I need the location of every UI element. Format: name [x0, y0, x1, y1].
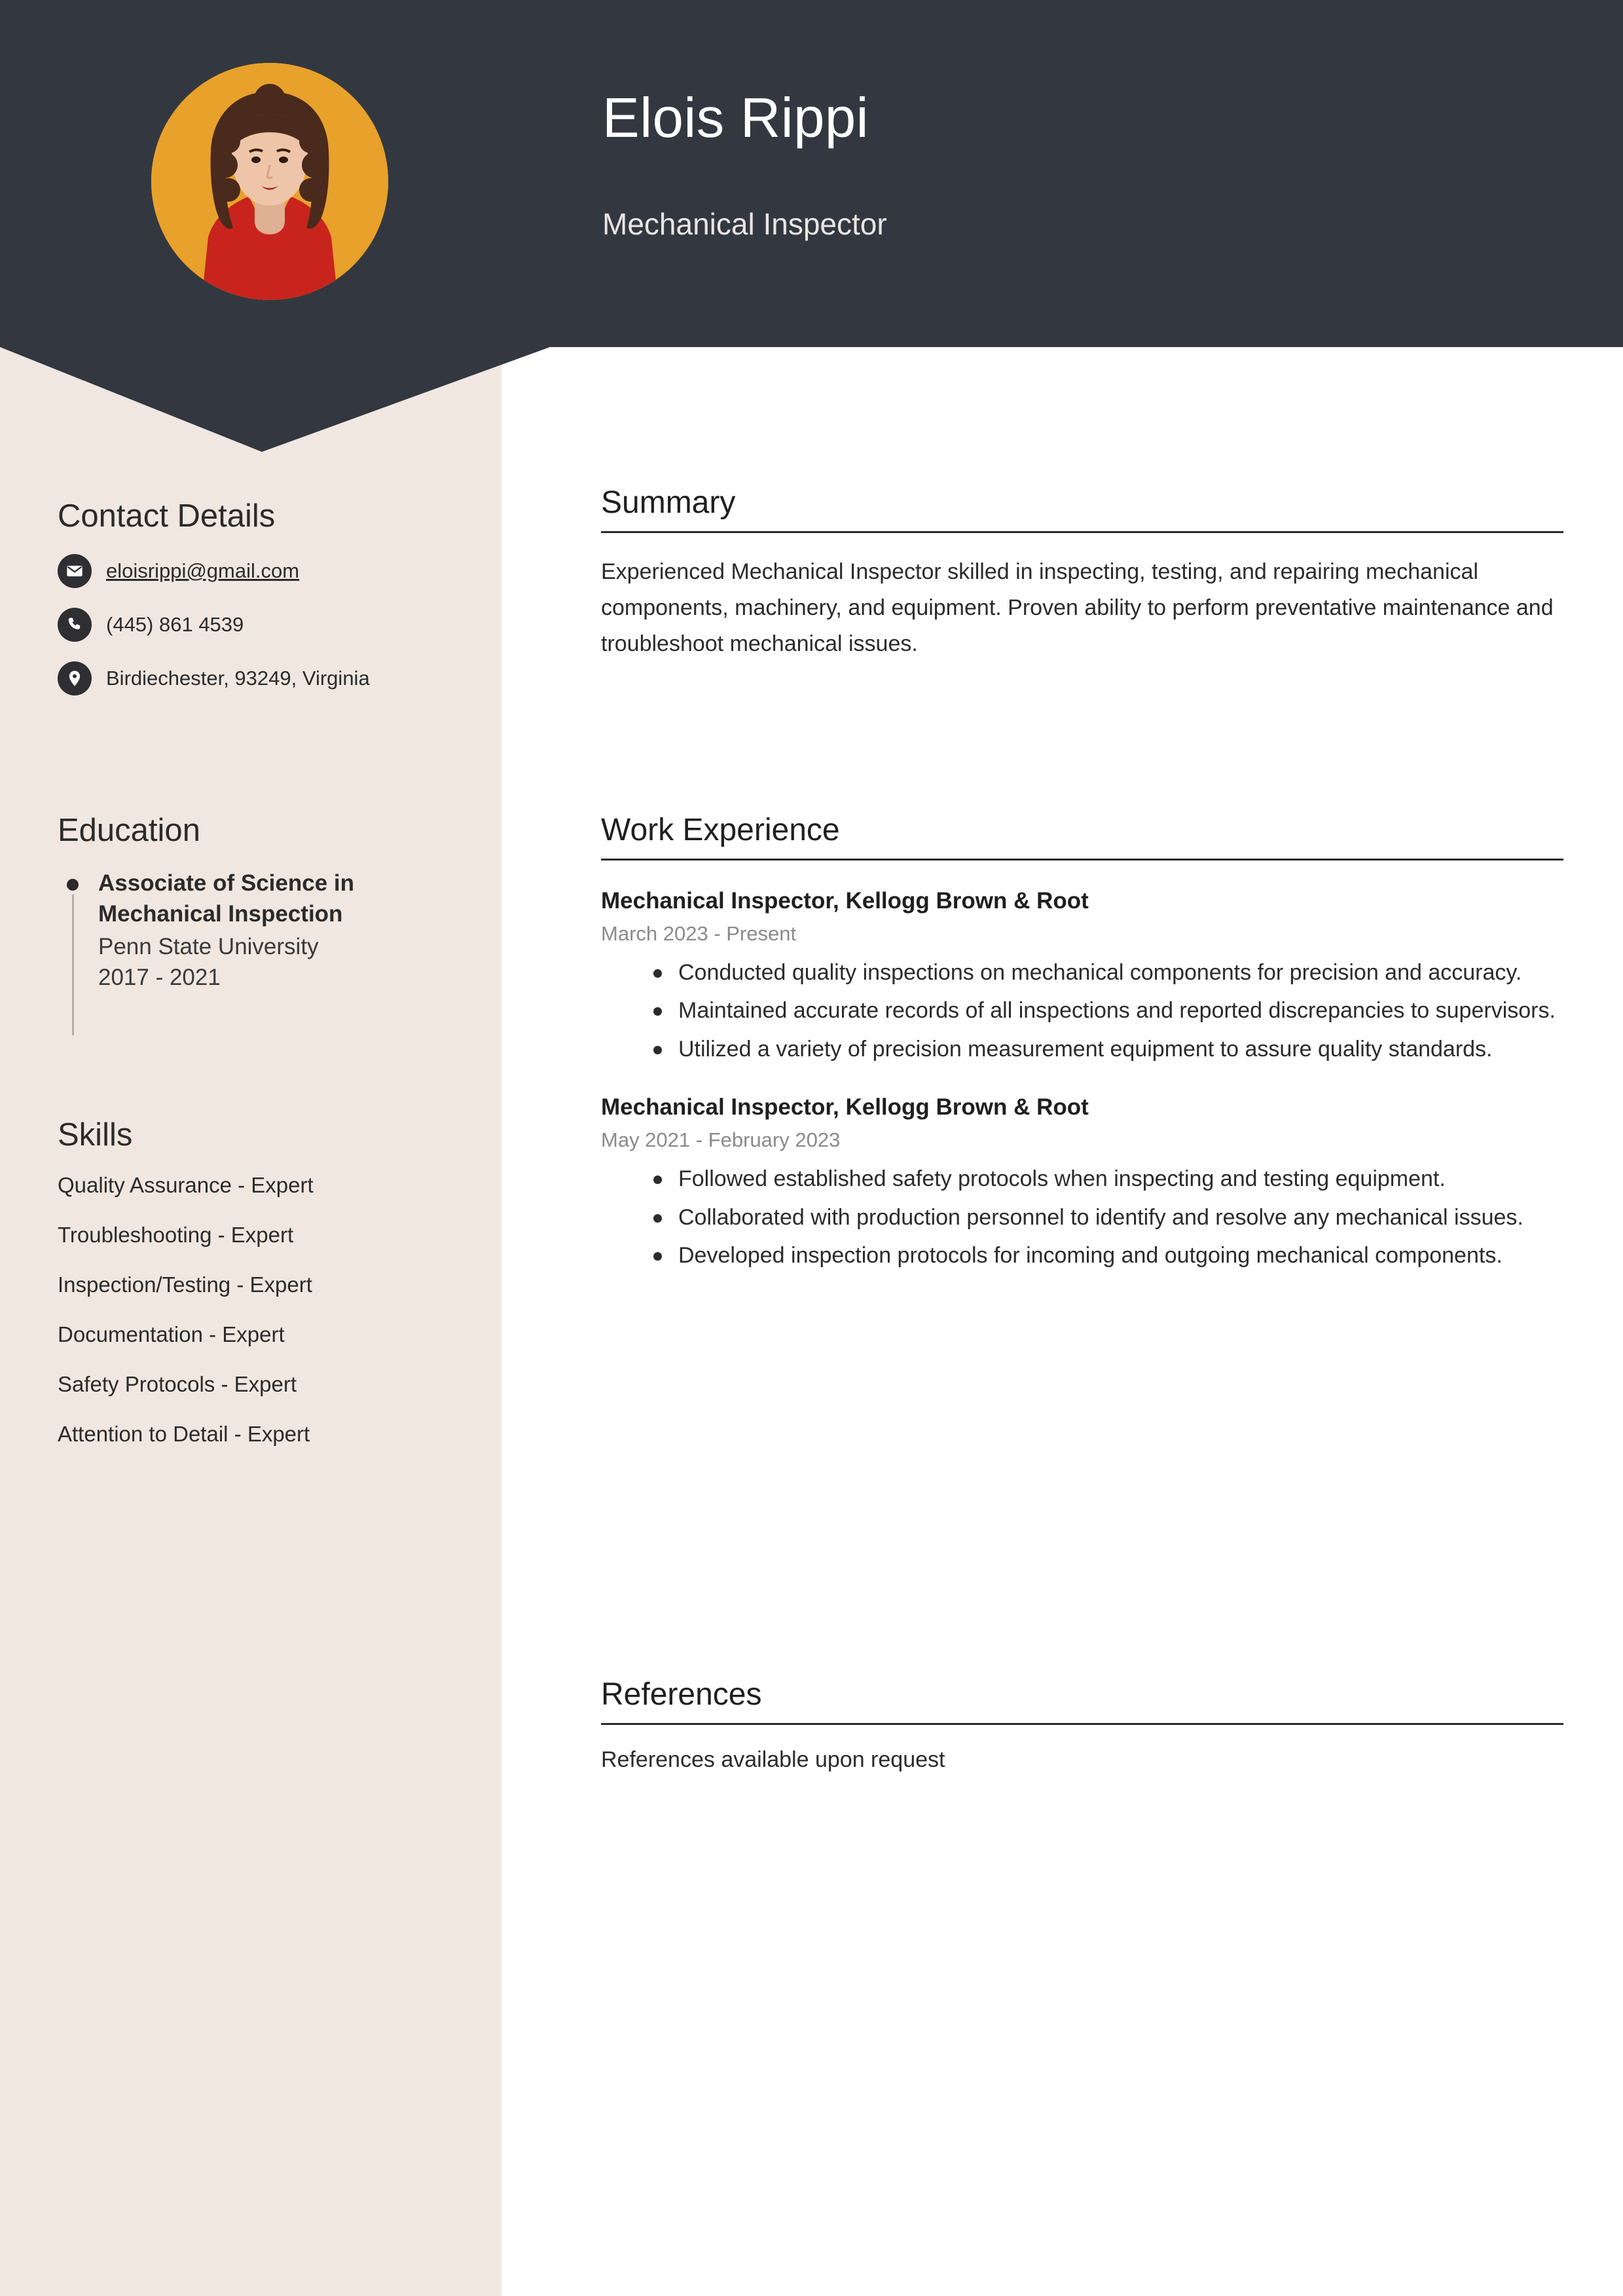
job-dates: March 2023 - Present [601, 922, 797, 945]
avatar [151, 63, 388, 300]
skill-item: Inspection/Testing - Expert [58, 1272, 312, 1297]
skill-item: Troubleshooting - Expert [58, 1223, 294, 1247]
job-title-company: Mechanical Inspector, Kellogg Brown & Root [601, 1094, 1089, 1120]
references-text: References available upon request [601, 1747, 945, 1772]
summary-text: Experienced Mechanical Inspector skilled in inspecting, testing, and repairing mechanical components, machinery, and equipment. Proven ability to perform preventative maintenance and troubleshoot mechanical issues. [601, 559, 1554, 657]
job-entry [601, 888, 1563, 1067]
education-section [58, 812, 477, 993]
job-bullet: Maintained accurate records of all inspections and reported discrepancies to supervisors. [678, 993, 1563, 1028]
skill-item: Quality Assurance - Expert [58, 1173, 314, 1197]
summary-section [601, 485, 1563, 662]
bullet-dot-icon [67, 879, 79, 891]
work-experience-section [601, 812, 1563, 1276]
phone-icon [58, 608, 92, 642]
skills-section [58, 1117, 477, 1472]
job-bullet-list [601, 955, 1563, 1067]
job-bullet: Utilized a variety of precision measurement equipment to assure quality standards. [678, 1031, 1563, 1067]
timeline-line [72, 895, 74, 1035]
envelope-icon [58, 554, 92, 588]
skill-item: Attention to Detail - Expert [58, 1422, 310, 1446]
education-dates: 2017 - 2021 [98, 964, 221, 990]
contact-phone-text: (445) 861 4539 [106, 613, 244, 636]
education-school: Penn State University [98, 934, 319, 960]
job-bullet: Developed inspection protocols for incoming and outgoing mechanical components. [678, 1238, 1563, 1273]
summary-heading: Summary [601, 485, 1563, 533]
contact-details-section [58, 498, 477, 715]
contact-email-text[interactable]: eloisrippi@gmail.com [106, 559, 300, 582]
job-bullet: Collaborated with production personnel to identify and resolve any mechanical issues. [678, 1200, 1563, 1235]
location-pin-icon [58, 661, 92, 695]
education-degree: Associate of Science in Mechanical Inspection [98, 870, 354, 927]
work-experience-heading: Work Experience [601, 812, 1563, 861]
skill-item: Safety Protocols - Expert [58, 1372, 297, 1396]
education-item [58, 868, 477, 993]
references-heading: References [601, 1676, 1563, 1725]
job-bullet: Conducted quality inspections on mechanical components for precision and accuracy. [678, 955, 1563, 990]
job-dates: May 2021 - February 2023 [601, 1128, 841, 1152]
education-heading: Education [58, 813, 200, 848]
skills-heading: Skills [58, 1117, 133, 1153]
contact-item-phone[interactable] [58, 608, 477, 642]
contact-details-heading: Contact Details [58, 498, 276, 534]
job-bullet-list [601, 1161, 1563, 1273]
contact-address-text: Birdiechester, 93249, Virginia [106, 667, 370, 690]
references-section [601, 1676, 1563, 1773]
contact-item-email[interactable] [58, 554, 477, 588]
contact-item-address [58, 661, 477, 695]
skill-item: Documentation - Expert [58, 1322, 285, 1346]
job-entry [601, 1094, 1563, 1273]
candidate-job-title: Mechanical Inspector [602, 207, 887, 241]
job-bullet: Followed established safety protocols when inspecting and testing equipment. [678, 1161, 1563, 1196]
candidate-name: Elois Rippi [602, 87, 869, 149]
job-title-company: Mechanical Inspector, Kellogg Brown & Root [601, 888, 1089, 914]
